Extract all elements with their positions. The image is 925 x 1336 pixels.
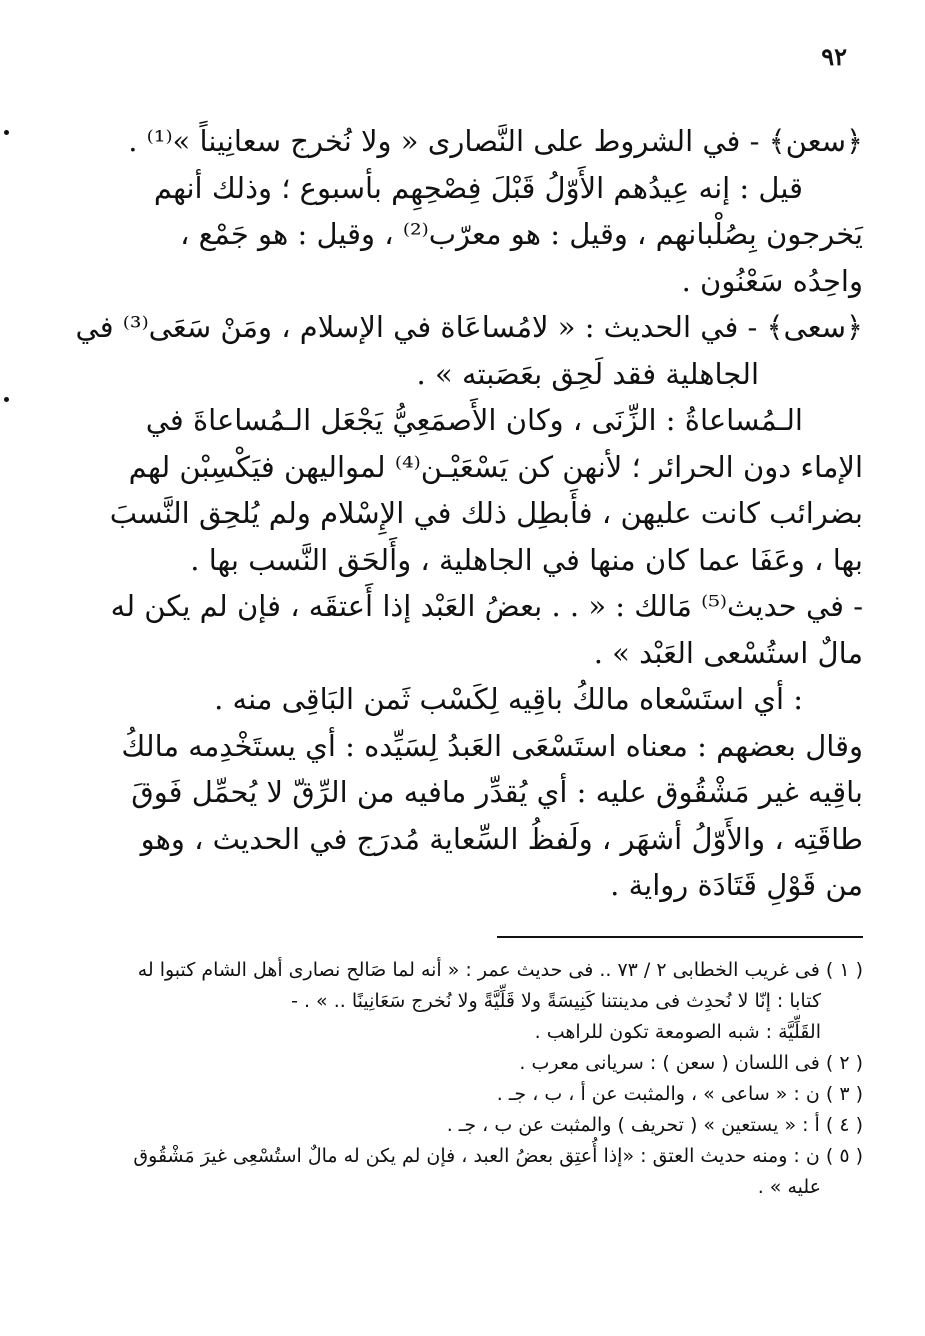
text-line: من قَوْلِ قَتَادَة رواية . xyxy=(610,868,863,902)
text-line: باقِيه غير مَشْقُوق عليه : أي يُقدِّر مافيه من الرِّقّ لا يُحمِّل فَوقَ xyxy=(131,775,863,809)
margin-mark xyxy=(4,397,9,402)
text-line: قيل : إنه عِيدُهم الأَوّلُ قَبْلَ فِصْحِهِم بأسبوع ؛ وذلك أنهم xyxy=(153,170,803,205)
text-line: الـمُساعاةُ : الزِّنَى ، وكان الأَصمَعِيُّ يَجْعَل الـمُساعاةَ في xyxy=(145,403,803,437)
text-line: يَخرجون بِصُلْبانهم ، وقيل : هو معرّب⁽²⁾ ، وقيل : هو جَمْع ، xyxy=(180,217,863,251)
footnote-divider xyxy=(497,936,863,938)
text-line: طاقَتِه ، والأَوّلُ أشهَر ، ولَفظُ السِّعاية مُدرَج في الحديث ، وهو xyxy=(140,821,863,856)
footnote-line: ( ٤ ) أ : « يستعين » ( تحريف ) والمثبت عن ب ، جـ . xyxy=(446,1114,863,1136)
text-line: مالٌ استُسْعى العَبْد » . xyxy=(593,635,863,670)
text-line: الإماء دون الحرائر ؛ لأنهن كن يَسْعَيْـن⁽⁴⁾ لمواليهن فيَكْسِبْن لهم xyxy=(128,449,863,484)
text-line: : أي استَسْعاه مالكُ باقِيه لِكَسْب ثَمن البَاقِى منه . xyxy=(214,682,803,716)
text-line: الجاهلية فقد لَحِق بعَصَبته » . xyxy=(416,356,759,391)
text-line: بها ، وعَفَا عما كان منها في الجاهلية ، وأَلحَق النَّسب بها . xyxy=(190,542,863,577)
text-line: واحِدُه سَعْنُون . xyxy=(681,263,863,298)
page-number: ٩٢ xyxy=(821,42,847,71)
footnote-line: القَلِّيَّة : شبه الصومعة تكون للراهب . xyxy=(534,1021,821,1043)
footnote-line: ( ١ ) فى غريب الخطابى ٢ / ٧٣ .. فى حديث عمر : « أنه لما صَالح نصارى أهل الشام كتبوا له xyxy=(137,959,863,981)
footnote-line: ( ٥ ) ن : ومنه حديث العتق : «إذا أُعتِق بعضُ العبد ، فإن لم يكن له مالٌ استُسْعِى غيرَ مَشْقُوق xyxy=(133,1145,863,1167)
text-line: وقال بعضهم : معناه استَسْعَى العَبدُ لِسَيِّده : أي يستَخْدِمه مالكُ xyxy=(121,728,863,763)
text-line: - في حديث⁽⁵⁾ مَالك : « . . بعضُ العَبْد إذا أَعتقَه ، فإن لم يكن له xyxy=(110,589,863,623)
footnote-line: ( ٢ ) فى اللسان ( سعن ) : سريانى معرب . xyxy=(519,1052,863,1074)
footnote-line: ( ٣ ) ن : « ساعى » ، والمثبت عن أ ، ب ، جـ . xyxy=(496,1083,863,1105)
text-line: بضرائب كانت عليهن ، فأَبطِل ذلك في الإِسْلام ولم يُلحِق النَّسبَ xyxy=(109,496,863,530)
main-text xyxy=(75,118,863,909)
footnote-line: عليه » . xyxy=(757,1176,821,1198)
footnotes xyxy=(93,955,863,1203)
footnote-line: كتابا : إنّا لا نُحدِث فى مدينتنا كَنِيسَةً ولا قَلِّيَّةً ولا نُخرج سَعَانِينًا .. » . - xyxy=(291,990,821,1012)
entry-heading-line: ﴿سعن﴾ - في الشروط على النَّصارى « ولا نُخرج سعانِيناً »⁽¹⁾ . xyxy=(128,124,863,158)
margin-mark xyxy=(4,130,9,135)
entry-heading-line: ﴿سعى﴾ - في الحديث : « لامُساعَاة في الإسلام ، ومَنْ سَعَى⁽³⁾ في xyxy=(75,310,863,344)
